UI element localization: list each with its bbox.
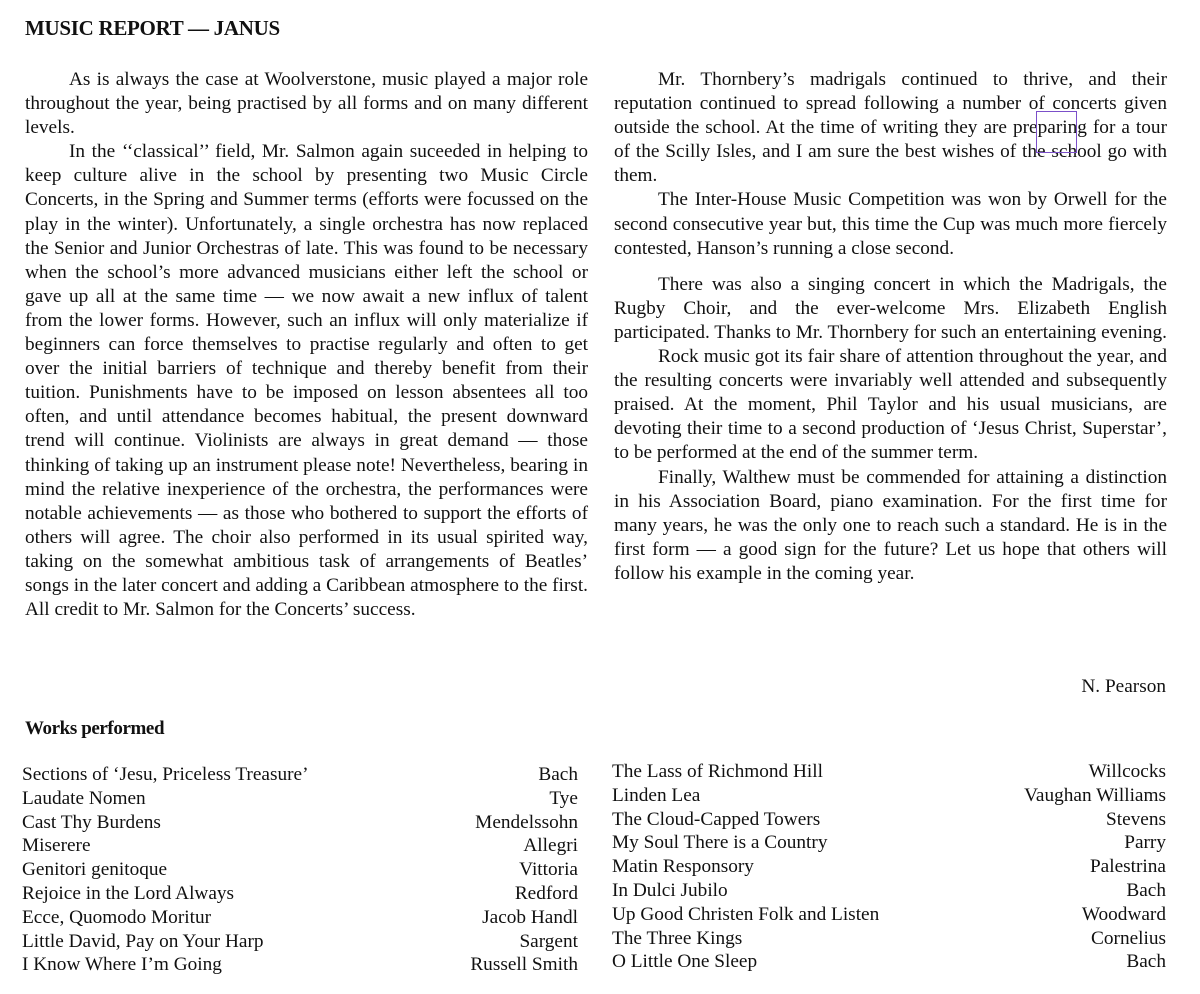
work-composer: Palestrina [1089, 856, 1166, 878]
work-composer: Woodward [1081, 903, 1166, 925]
work-title: Matin Responsory [612, 856, 754, 878]
work-item [612, 831, 1166, 855]
work-title: Ecce, Quomodo Moritur [22, 906, 212, 928]
work-composer: Willcocks [1088, 761, 1166, 782]
works-list-left [22, 763, 578, 977]
work-composer: Vaughan Williams [1024, 784, 1166, 806]
work-composer: Bach [538, 764, 578, 785]
work-item [22, 882, 578, 906]
work-item [22, 811, 578, 835]
work-composer: Bach [1126, 951, 1166, 973]
work-composer: Russell Smith [470, 954, 578, 976]
work-title: The Three Kings [612, 927, 743, 949]
paragraph: As is always the case at Woolverstone, music played a major role throughout the year, being practised by all forms and on many different levels. [25, 69, 588, 139]
paragraph: Finally, Walthew must be commended for attaining a distinction in his Association Board, piano examination. For the first time for many years, he was the only one to reach such a standard. He is in the first form — a good sign for the future? Let us hope that others will follow his example in the coming year. [614, 466, 1167, 584]
work-title: Miserere [22, 835, 91, 857]
author-signature: N. Pearson [1081, 676, 1166, 697]
work-composer: Bach [1126, 879, 1166, 901]
work-item [22, 858, 578, 882]
work-title: O Little One Sleep [612, 951, 758, 973]
work-title: My Soul There is a Country [612, 832, 828, 854]
work-composer: Sargent [519, 930, 578, 952]
right-column [614, 68, 1167, 586]
work-title: Up Good Christen Folk and Listen [612, 903, 880, 925]
work-composer: Redford [514, 882, 578, 904]
work-title: The Lass of Richmond Hill [612, 761, 823, 782]
work-title: Linden Lea [612, 784, 701, 806]
works-heading: Works performed [25, 718, 165, 739]
work-composer: Allegri [523, 835, 578, 857]
work-item [22, 953, 578, 977]
work-item [612, 903, 1166, 927]
work-item [612, 855, 1166, 879]
paragraph: Mr. Thornbery’s madrigals continued to thrive, and their reputation continued to spread following a number of concerts given outside the school. At the time of writing they are preparing for a tour of the Scilly Isles, and I am sure the best wishes of the school go with them. [614, 69, 1167, 187]
works-list-right [612, 760, 1166, 974]
work-item [612, 879, 1166, 903]
work-composer: Cornelius [1091, 927, 1166, 949]
paragraph: The Inter-House Music Competition was won by Orwell for the second consecutive year but, this time the Cup was much more fiercely contested, Hanson’s running a close second. [614, 189, 1167, 259]
work-title: Genitori genitoque [22, 859, 168, 881]
work-title: In Dulci Jubilo [612, 879, 728, 901]
work-item [612, 808, 1166, 832]
work-composer: Stevens [1106, 808, 1166, 830]
work-item [612, 927, 1166, 951]
work-title: The Cloud-Capped Towers [612, 808, 821, 830]
work-item [22, 787, 578, 811]
work-item [612, 760, 1166, 784]
work-composer: Tye [549, 787, 578, 809]
work-title: Sections of ‘Jesu, Priceless Treasure’ [22, 764, 309, 785]
work-title: Cast Thy Burdens [22, 811, 161, 833]
work-item [22, 906, 578, 930]
page-title: MUSIC REPORT — JANUS [25, 16, 280, 40]
work-composer: Jacob Handl [482, 906, 578, 928]
left-column [25, 68, 588, 622]
paragraph: There was also a singing concert in which the Madrigals, the Rugby Choir, and the ever-welcome Mrs. Elizabeth English participated. Thanks to Mr. Thornbery for such an entertaining evening. [614, 273, 1167, 343]
work-title: I Know Where I’m Going [22, 954, 222, 976]
work-item [612, 784, 1166, 808]
work-composer: Parry [1124, 832, 1166, 854]
work-title: Little David, Pay on Your Harp [22, 930, 264, 952]
paragraph: Rock music got its fair share of attention throughout the year, and the resulting concerts were invariably well attended and subsequently praised. At the moment, Phil Taylor and his usual musicians, are devoting their time to a second production of ‘Jesus Christ, Superstar’, to be performed at the end of the summer term. [614, 346, 1167, 464]
work-item [22, 930, 578, 954]
work-composer: Mendelssohn [475, 811, 578, 833]
work-item [22, 763, 578, 787]
work-title: Laudate Nomen [22, 787, 146, 809]
work-item [22, 834, 578, 858]
work-item [612, 950, 1166, 974]
work-title: Rejoice in the Lord Always [22, 882, 235, 904]
work-composer: Vittoria [519, 859, 578, 881]
paragraph: In the ‘‘classical’’ field, Mr. Salmon again suceeded in helping to keep culture alive in the school by presenting two Music Circle Concerts, in the Spring and Summer terms (efforts were focussed on the play in the winter). Unfortunately, a single orchestra has now replaced the Senior and Junior Orchestras of late. This was found to be necessary when the school’s more advanced musicians either left the school or gave up all at the same time — we now await a new influx of talent from the lower forms. However, such an influx will only materialize if beginners can force themselves to practise regularly and often to get over the initial barriers of technique and thereby benefit from their tuition. Punishments have to be imposed on lesson absentees all too often, and until attendance becomes habitual, the present downward trend will continue. Violinists are always in great demand — those thinking of taking up an instrument please note! Nevertheless, bearing in mind the relative inexperience of the orchestra, the performances were notable achievements — as those who bothered to support the efforts of others will agree. The choir also performed in its usual spirited way, taking on the somewhat ambitious task of arrangements of Beatles’ songs in the later concert and adding a Caribbean atmosphere to the first. All credit to Mr. Salmon for the Concerts’ success. [25, 141, 588, 621]
